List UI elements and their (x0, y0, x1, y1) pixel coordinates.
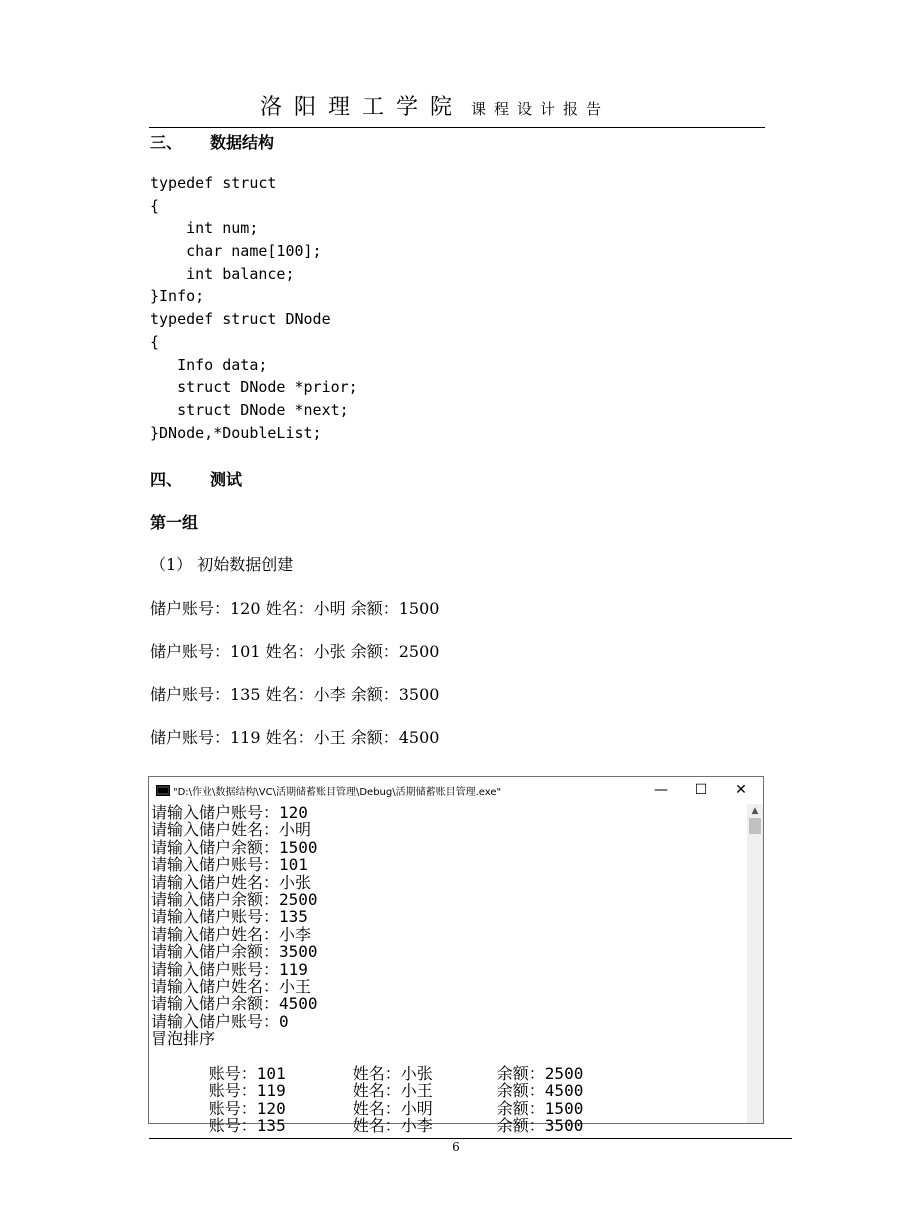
section-title: 数据结构 (210, 133, 275, 152)
record-line: 储户账号：120 姓名：小明 余额：1500 (150, 599, 440, 618)
console-line: 请输入储户余额：4500 (151, 994, 318, 1014)
console-line: 请输入储户账号：119 (151, 959, 308, 979)
code-line: struct DNode *prior; (150, 378, 358, 397)
code-line: char name[100]; (150, 242, 322, 261)
name-cell: 姓名：小李 (352, 1116, 433, 1136)
scroll-thumb[interactable] (749, 818, 761, 834)
console-line: 请输入储户姓名：小张 (151, 872, 312, 892)
console-line: 请输入储户账号：101 (151, 855, 308, 875)
console-line: 请输入储户账号：135 (151, 907, 308, 927)
console-line: 请输入储户余额：3500 (151, 942, 318, 962)
code-line: int num; (150, 219, 259, 238)
console-line: 请输入储户账号：120 (151, 803, 308, 822)
console-output (151, 803, 745, 1136)
balance-cell: 余额：4500 (496, 1081, 584, 1101)
code-block (150, 172, 358, 444)
document-type: 课程设计报告 (471, 100, 610, 118)
section-title: 测试 (210, 470, 243, 489)
account-cell: 账号：135 (208, 1116, 286, 1136)
footer-divider (149, 1138, 792, 1139)
console-line: 请输入储户余额：2500 (151, 889, 318, 909)
code-line: { (150, 332, 160, 351)
console-line: 冒泡排序 (151, 1029, 216, 1049)
maximize-icon[interactable]: ☐ (694, 782, 708, 798)
account-cell: 账号：101 (208, 1063, 286, 1083)
section-number: 三、 (150, 133, 183, 152)
console-app-icon (156, 785, 170, 796)
name-cell: 姓名：小张 (352, 1063, 433, 1083)
account-cell: 账号：120 (208, 1098, 286, 1118)
console-line: 请输入储户账号：0 (151, 1011, 289, 1031)
header-divider (149, 127, 765, 128)
balance-cell: 余额：2500 (496, 1063, 584, 1083)
page-header (0, 90, 869, 121)
school-name: 洛阳理工学院 (259, 95, 464, 120)
name-cell: 姓名：小王 (352, 1081, 433, 1101)
minimize-icon[interactable]: — (654, 782, 668, 798)
code-line: struct DNode *next; (150, 400, 349, 419)
console-window-screenshot (148, 776, 764, 1136)
sorted-row (151, 1047, 745, 1083)
code-line: Info data; (150, 355, 268, 374)
console-line: 请输入储户姓名：小明 (151, 820, 312, 840)
section-heading-data-structure (150, 130, 274, 153)
code-line: typedef struct (150, 174, 277, 192)
window-titlebar (149, 777, 763, 803)
section-number: 四、 (150, 470, 183, 489)
console-line: 请输入储户姓名：小王 (151, 976, 312, 996)
code-line: typedef struct DNode (150, 310, 331, 329)
code-line: }DNode,*DoubleList; (150, 423, 322, 442)
console-line: 请输入储户姓名：小李 (151, 924, 312, 944)
code-line: }Info; (150, 287, 205, 306)
window-title: "D:\作业\数据结构\VC\活期储蓄账目管理\Debug\活期储蓄账目管理.exe" (173, 787, 502, 798)
close-icon[interactable]: ✕ (735, 782, 747, 798)
code-line: int balance; (150, 264, 295, 283)
vertical-scrollbar[interactable] (747, 804, 763, 1123)
group-title: 第一组 (150, 513, 199, 532)
record-line: 储户账号：101 姓名：小张 余额：2500 (150, 642, 440, 661)
record-line: 储户账号：119 姓名：小王 余额：4500 (150, 728, 440, 747)
balance-cell: 余额：3500 (496, 1116, 584, 1136)
console-line: 请输入储户余额：1500 (151, 837, 318, 857)
section-heading-test (150, 467, 242, 490)
scroll-up-icon[interactable]: ▲ (751, 806, 759, 816)
balance-cell: 余额：1500 (496, 1098, 584, 1118)
account-cell: 账号：119 (208, 1081, 286, 1101)
record-line: 储户账号：135 姓名：小李 余额：3500 (150, 685, 440, 704)
step-title: （1） 初始数据创建 (150, 555, 294, 574)
page-number: 6 (452, 1140, 460, 1154)
code-line: { (150, 196, 160, 215)
name-cell: 姓名：小明 (352, 1098, 433, 1118)
